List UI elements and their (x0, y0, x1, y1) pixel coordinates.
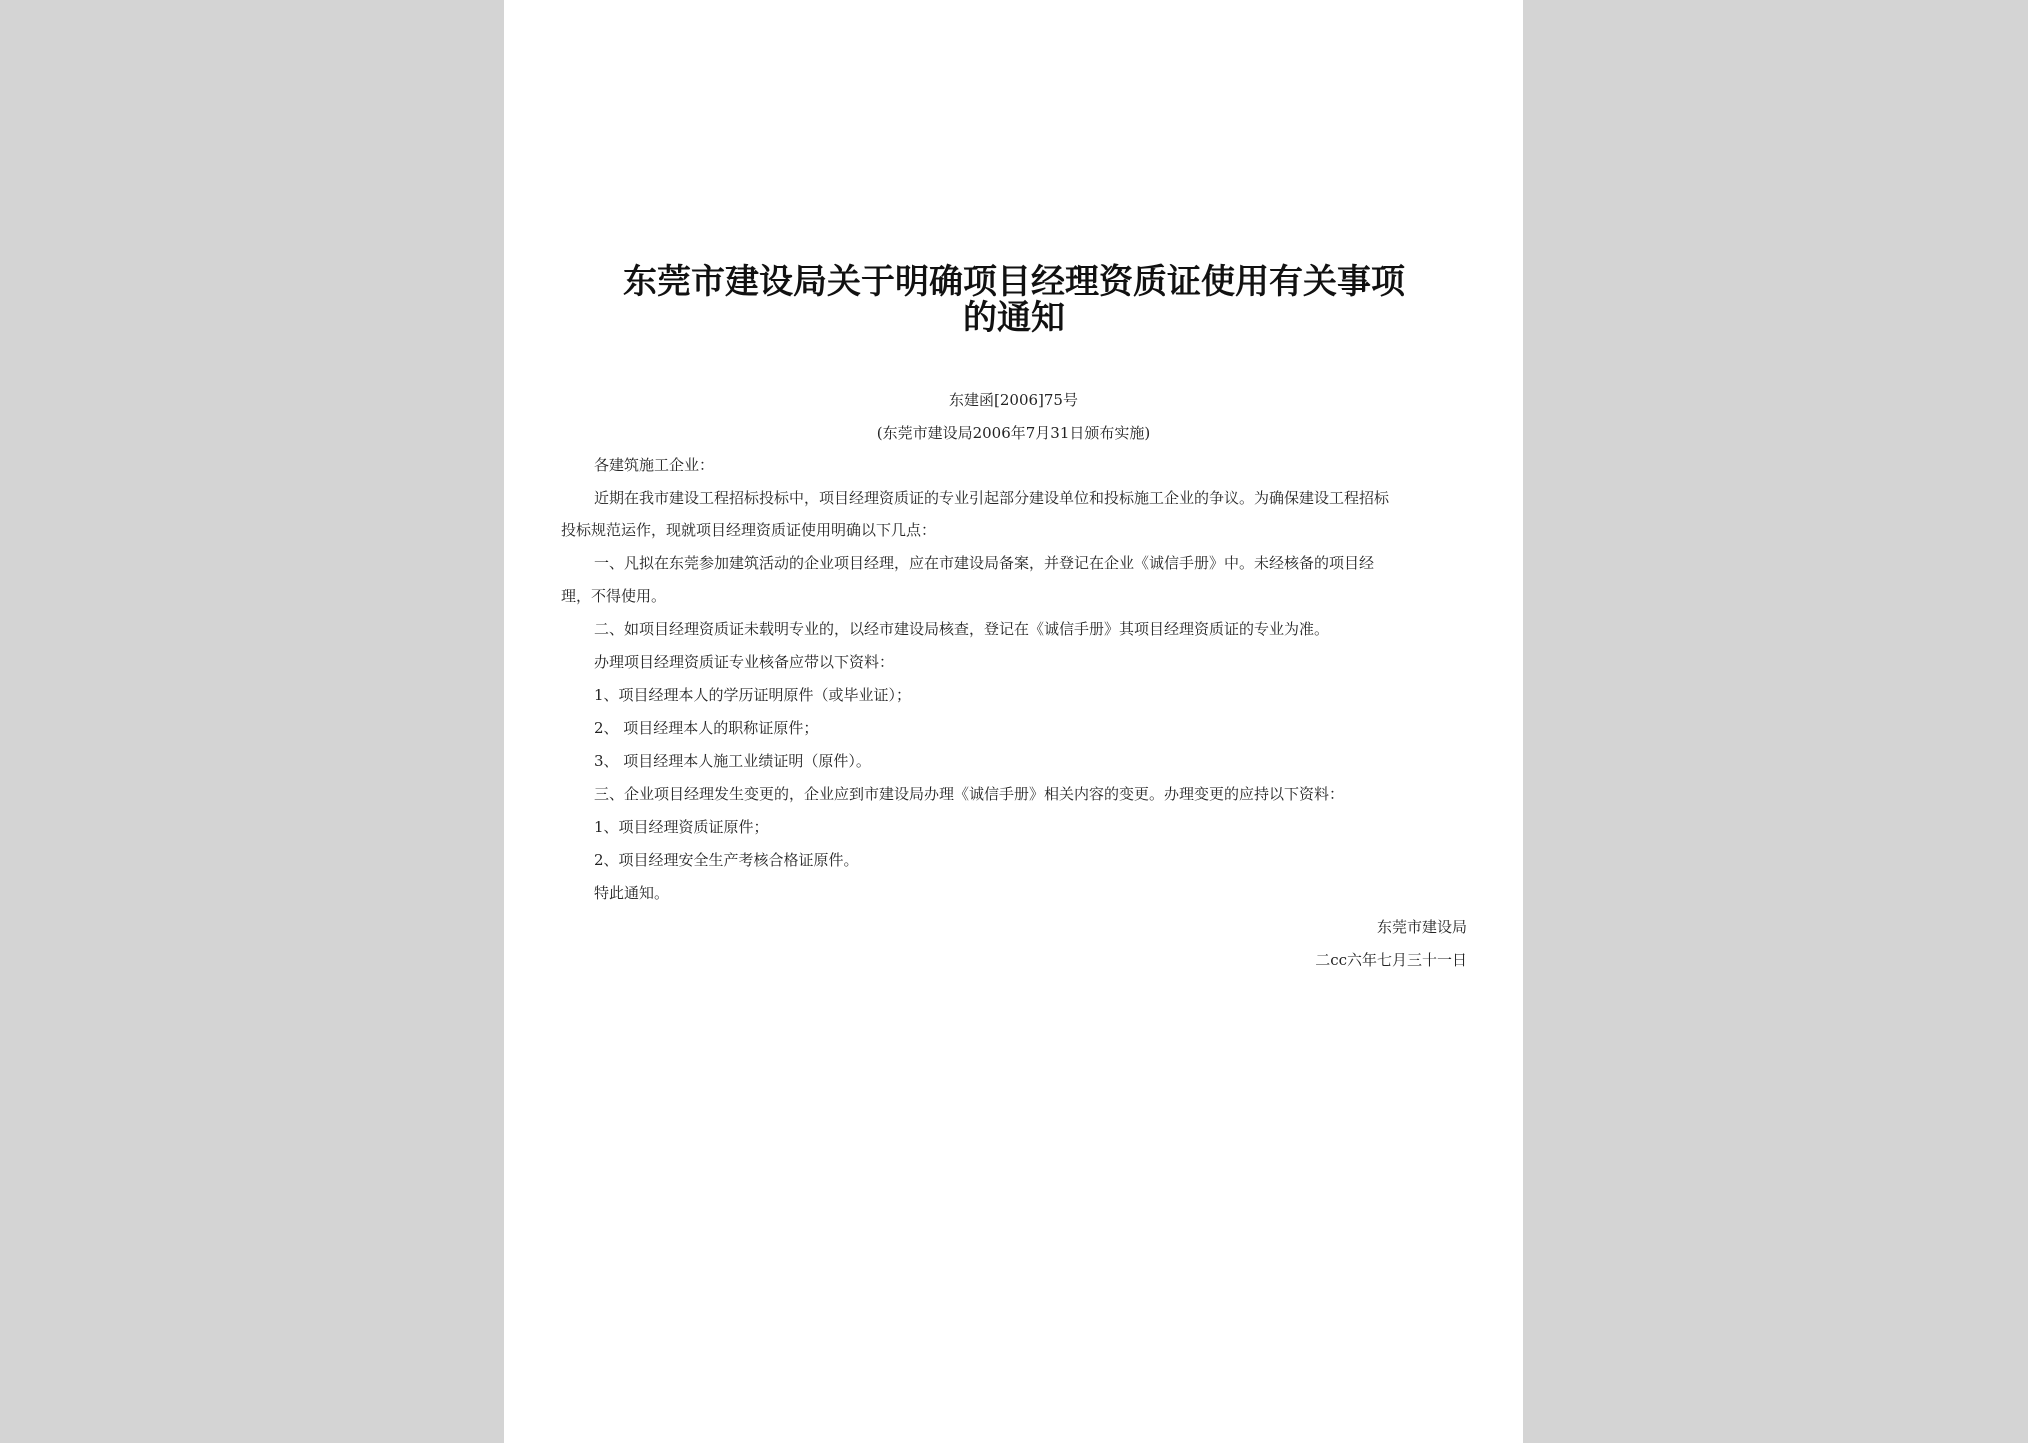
body-line: 理，不得使用。 (561, 587, 667, 605)
list-item: 1、项目经理资质证原件； (594, 818, 769, 836)
body-line: 二、如项目经理资质证未载明专业的，以经市建设局核查，登记在《诚信手册》其项目经理资质证的专业为准。 (594, 620, 1330, 638)
document-title-line-2: 的通知 (963, 298, 1065, 338)
closing-line: 特此通知。 (594, 884, 670, 902)
document-page (504, 0, 1523, 1443)
signature-organization: 东莞市建设局 (1376, 918, 1467, 936)
issued-note: (东莞市建设局2006年7月31日颁布实施) (876, 424, 1151, 442)
list-item: 2、项目经理安全生产考核合格证原件。 (594, 851, 859, 869)
body-line: 投标规范运作，现就项目经理资质证使用明确以下几点： (561, 521, 937, 539)
list-item: 3、 项目经理本人施工业绩证明（原件）。 (594, 752, 871, 770)
salutation: 各建筑施工企业： (594, 456, 715, 474)
document-number: 东建函[2006]75号 (949, 391, 1078, 409)
list-item: 2、 项目经理本人的职称证原件； (594, 719, 819, 737)
body-line: 办理项目经理资质证专业核备应带以下资料： (594, 653, 895, 671)
body-line: 一、凡拟在东莞参加建筑活动的企业项目经理，应在市建设局备案，并登记在企业《诚信手册》中。未经核备的项目经 (594, 554, 1375, 572)
body-line: 近期在我市建设工程招标投标中，项目经理资质证的专业引起部分建设单位和投标施工企业的争议。为确保建设工程招标 (594, 489, 1390, 507)
body-line: 三、企业项目经理发生变更的，企业应到市建设局办理《诚信手册》相关内容的变更。办理变更的应持以下资料： (594, 785, 1345, 803)
document-title-line-1: 东莞市建设局关于明确项目经理资质证使用有关事项 (623, 262, 1405, 302)
list-item: 1、项目经理本人的学历证明原件（或毕业证）； (594, 686, 912, 704)
signature-date: 二cc六年七月三十一日 (1315, 951, 1467, 969)
